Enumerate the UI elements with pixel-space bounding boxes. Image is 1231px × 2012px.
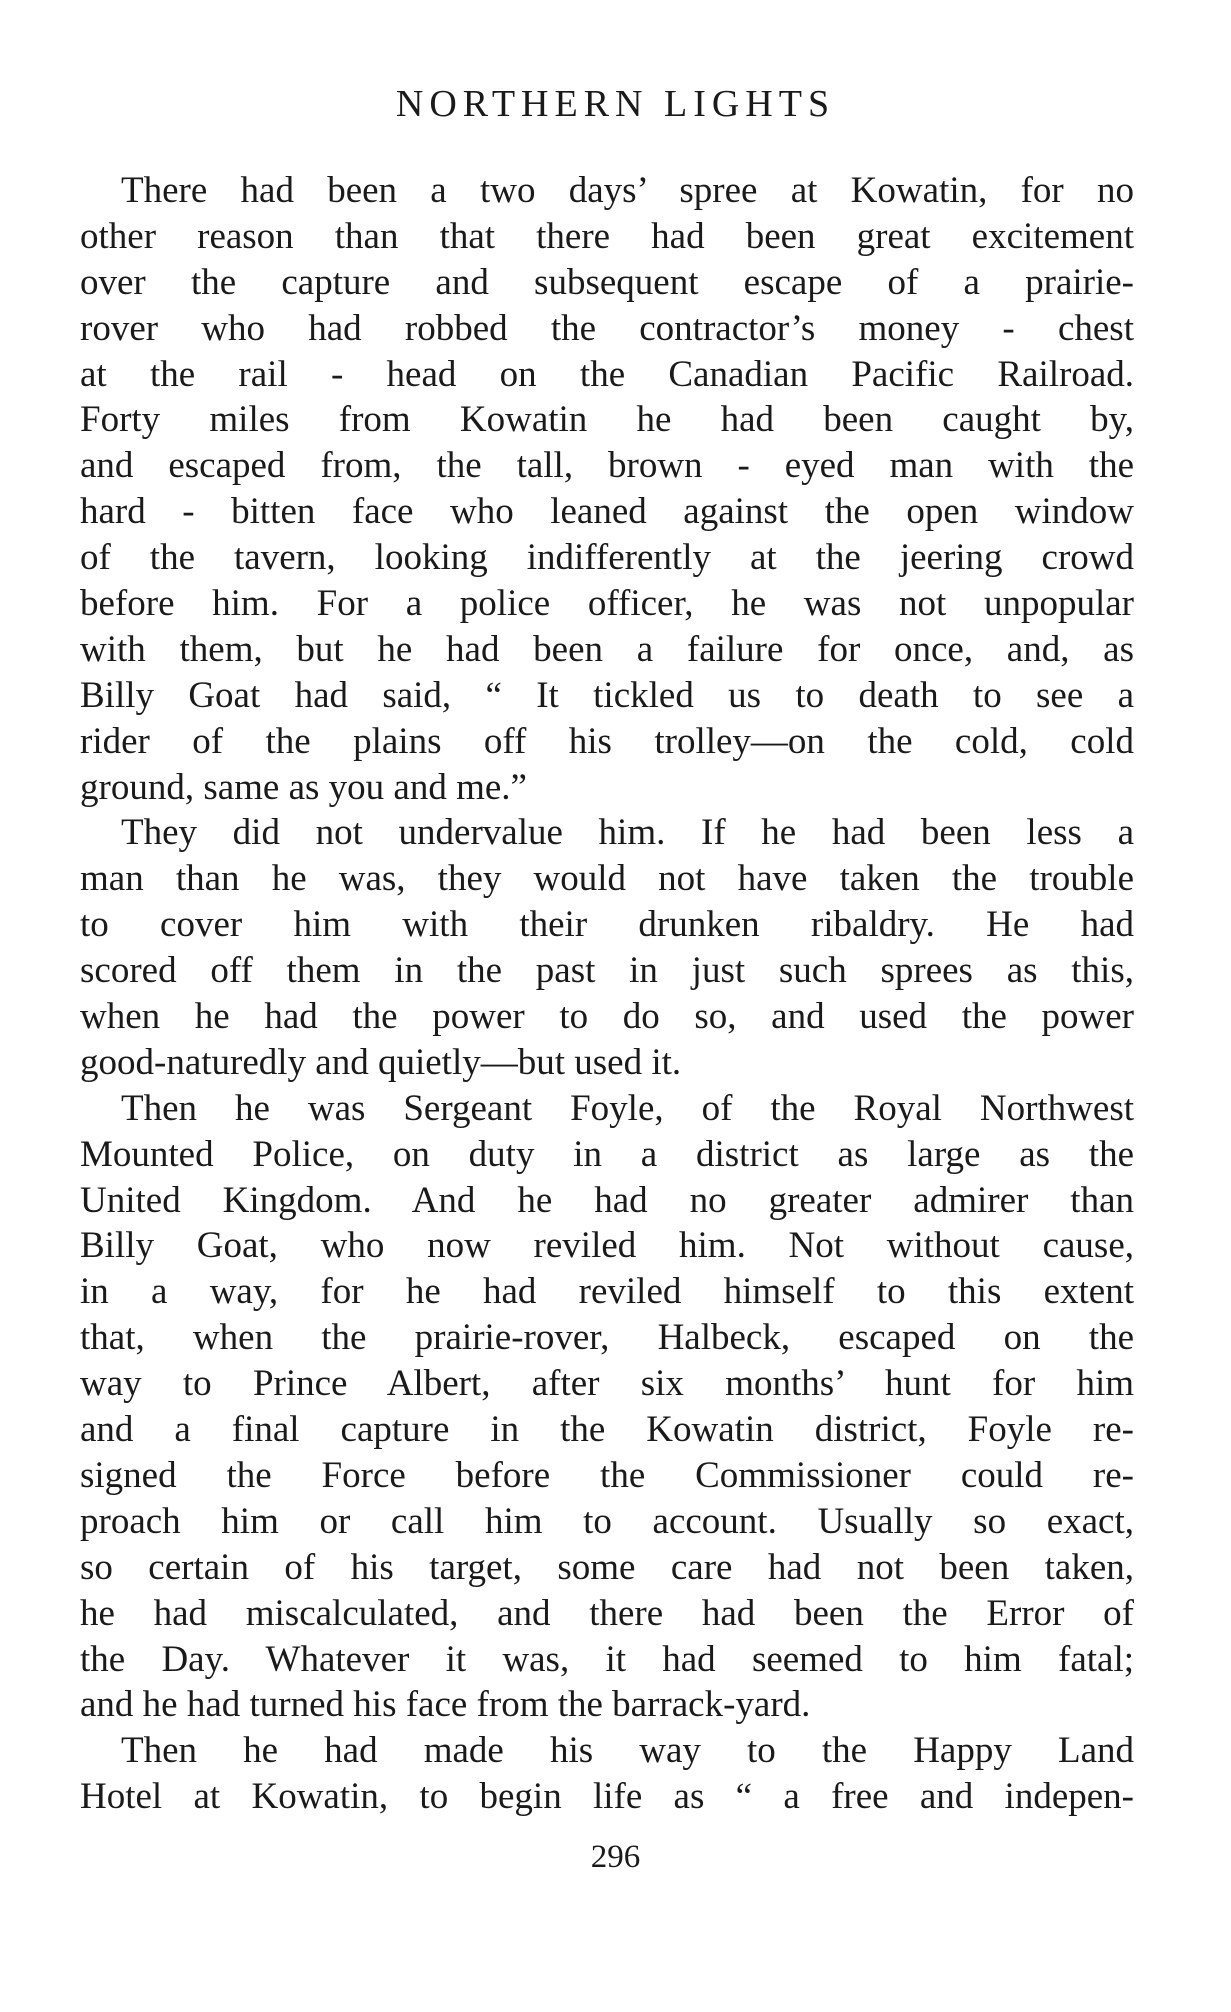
text-line: Then he was Sergeant Foyle, of the Royal Northwest xyxy=(121,1087,1134,1129)
running-head: NORTHERN LIGHTS xyxy=(395,83,836,125)
text-line: There had been a two days’ spree at Kowatin, for no xyxy=(121,170,1134,211)
text-line: Billy Goat, who now reviled him. Not without cause, xyxy=(80,1225,1134,1267)
text-line: Billy Goat had said, “ It tickled us to death to see a xyxy=(80,674,1134,716)
page-number: 296 xyxy=(590,1839,641,1875)
text-line: to cover him with their drunken ribaldry. He had xyxy=(80,904,1134,946)
text-line: and escaped from, the tall, brown - eyed man with the xyxy=(80,445,1134,487)
text-line: and a final capture in the Kowatin district, Foyle re- xyxy=(80,1409,1134,1451)
text-line: at the rail - head on the Canadian Pacific Railroad. xyxy=(80,353,1134,395)
text-line: way to Prince Albert, after six months’ hunt for him xyxy=(80,1363,1134,1405)
text-line: signed the Force before the Commissioner could re- xyxy=(80,1454,1134,1496)
text-line: with them, but he had been a failure for once, and, as xyxy=(80,628,1134,670)
paragraph-4 xyxy=(80,1728,1134,1820)
paragraph-1 xyxy=(80,168,1134,810)
text-line: scored off them in the past in just such sprees as this, xyxy=(80,950,1134,992)
text-line: he had miscalculated, and there had been the Error of xyxy=(80,1592,1134,1634)
text-line: rider of the plains off his trolley—on the cold, cold xyxy=(80,720,1134,762)
text-line: over the capture and subsequent escape of a prairie- xyxy=(80,261,1134,303)
text-line: in a way, for he had reviled himself to this extent xyxy=(80,1271,1134,1313)
text-line: rover who had robbed the contractor’s money - chest xyxy=(80,307,1134,349)
text-line: ground, same as you and me.” xyxy=(80,766,527,808)
text-line: Hotel at Kowatin, to begin life as “ a free and indepen- xyxy=(80,1776,1134,1818)
text-line: good-naturedly and quietly—but used it. xyxy=(80,1041,682,1083)
paragraph-3 xyxy=(80,1086,1134,1728)
text-line: before him. For a police officer, he was not unpopular xyxy=(80,583,1134,625)
text-line: the Day. Whatever it was, it had seemed to him fatal; xyxy=(80,1638,1134,1680)
text-line: United Kingdom. And he had no greater admirer than xyxy=(80,1179,1134,1221)
text-line: of the tavern, looking indifferently at the jeering crowd xyxy=(80,537,1134,579)
text-line: Forty miles from Kowatin he had been caught by, xyxy=(80,399,1134,441)
text-line: other reason than that there had been great excitement xyxy=(80,215,1134,257)
text-line: Then he had made his way to the Happy Land xyxy=(121,1730,1134,1772)
text-line: that, when the prairie-rover, Halbeck, escaped on the xyxy=(80,1317,1134,1359)
text-line: They did not undervalue him. If he had been less a xyxy=(121,812,1134,854)
text-line: man than he was, they would not have taken the trouble xyxy=(80,858,1134,900)
text-line: proach him or call him to account. Usually so exact, xyxy=(80,1500,1134,1542)
text-line: and he had turned his face from the barrack-yard. xyxy=(80,1684,811,1726)
text-line: when he had the power to do so, and used the power xyxy=(80,996,1134,1038)
text-line: so certain of his target, some care had not been taken, xyxy=(80,1546,1134,1588)
text-line: hard - bitten face who leaned against the open window xyxy=(80,491,1134,533)
paragraph-2 xyxy=(80,810,1134,1085)
body-text xyxy=(80,168,1134,1820)
text-line: Mounted Police, on duty in a district as large as the xyxy=(80,1133,1134,1175)
